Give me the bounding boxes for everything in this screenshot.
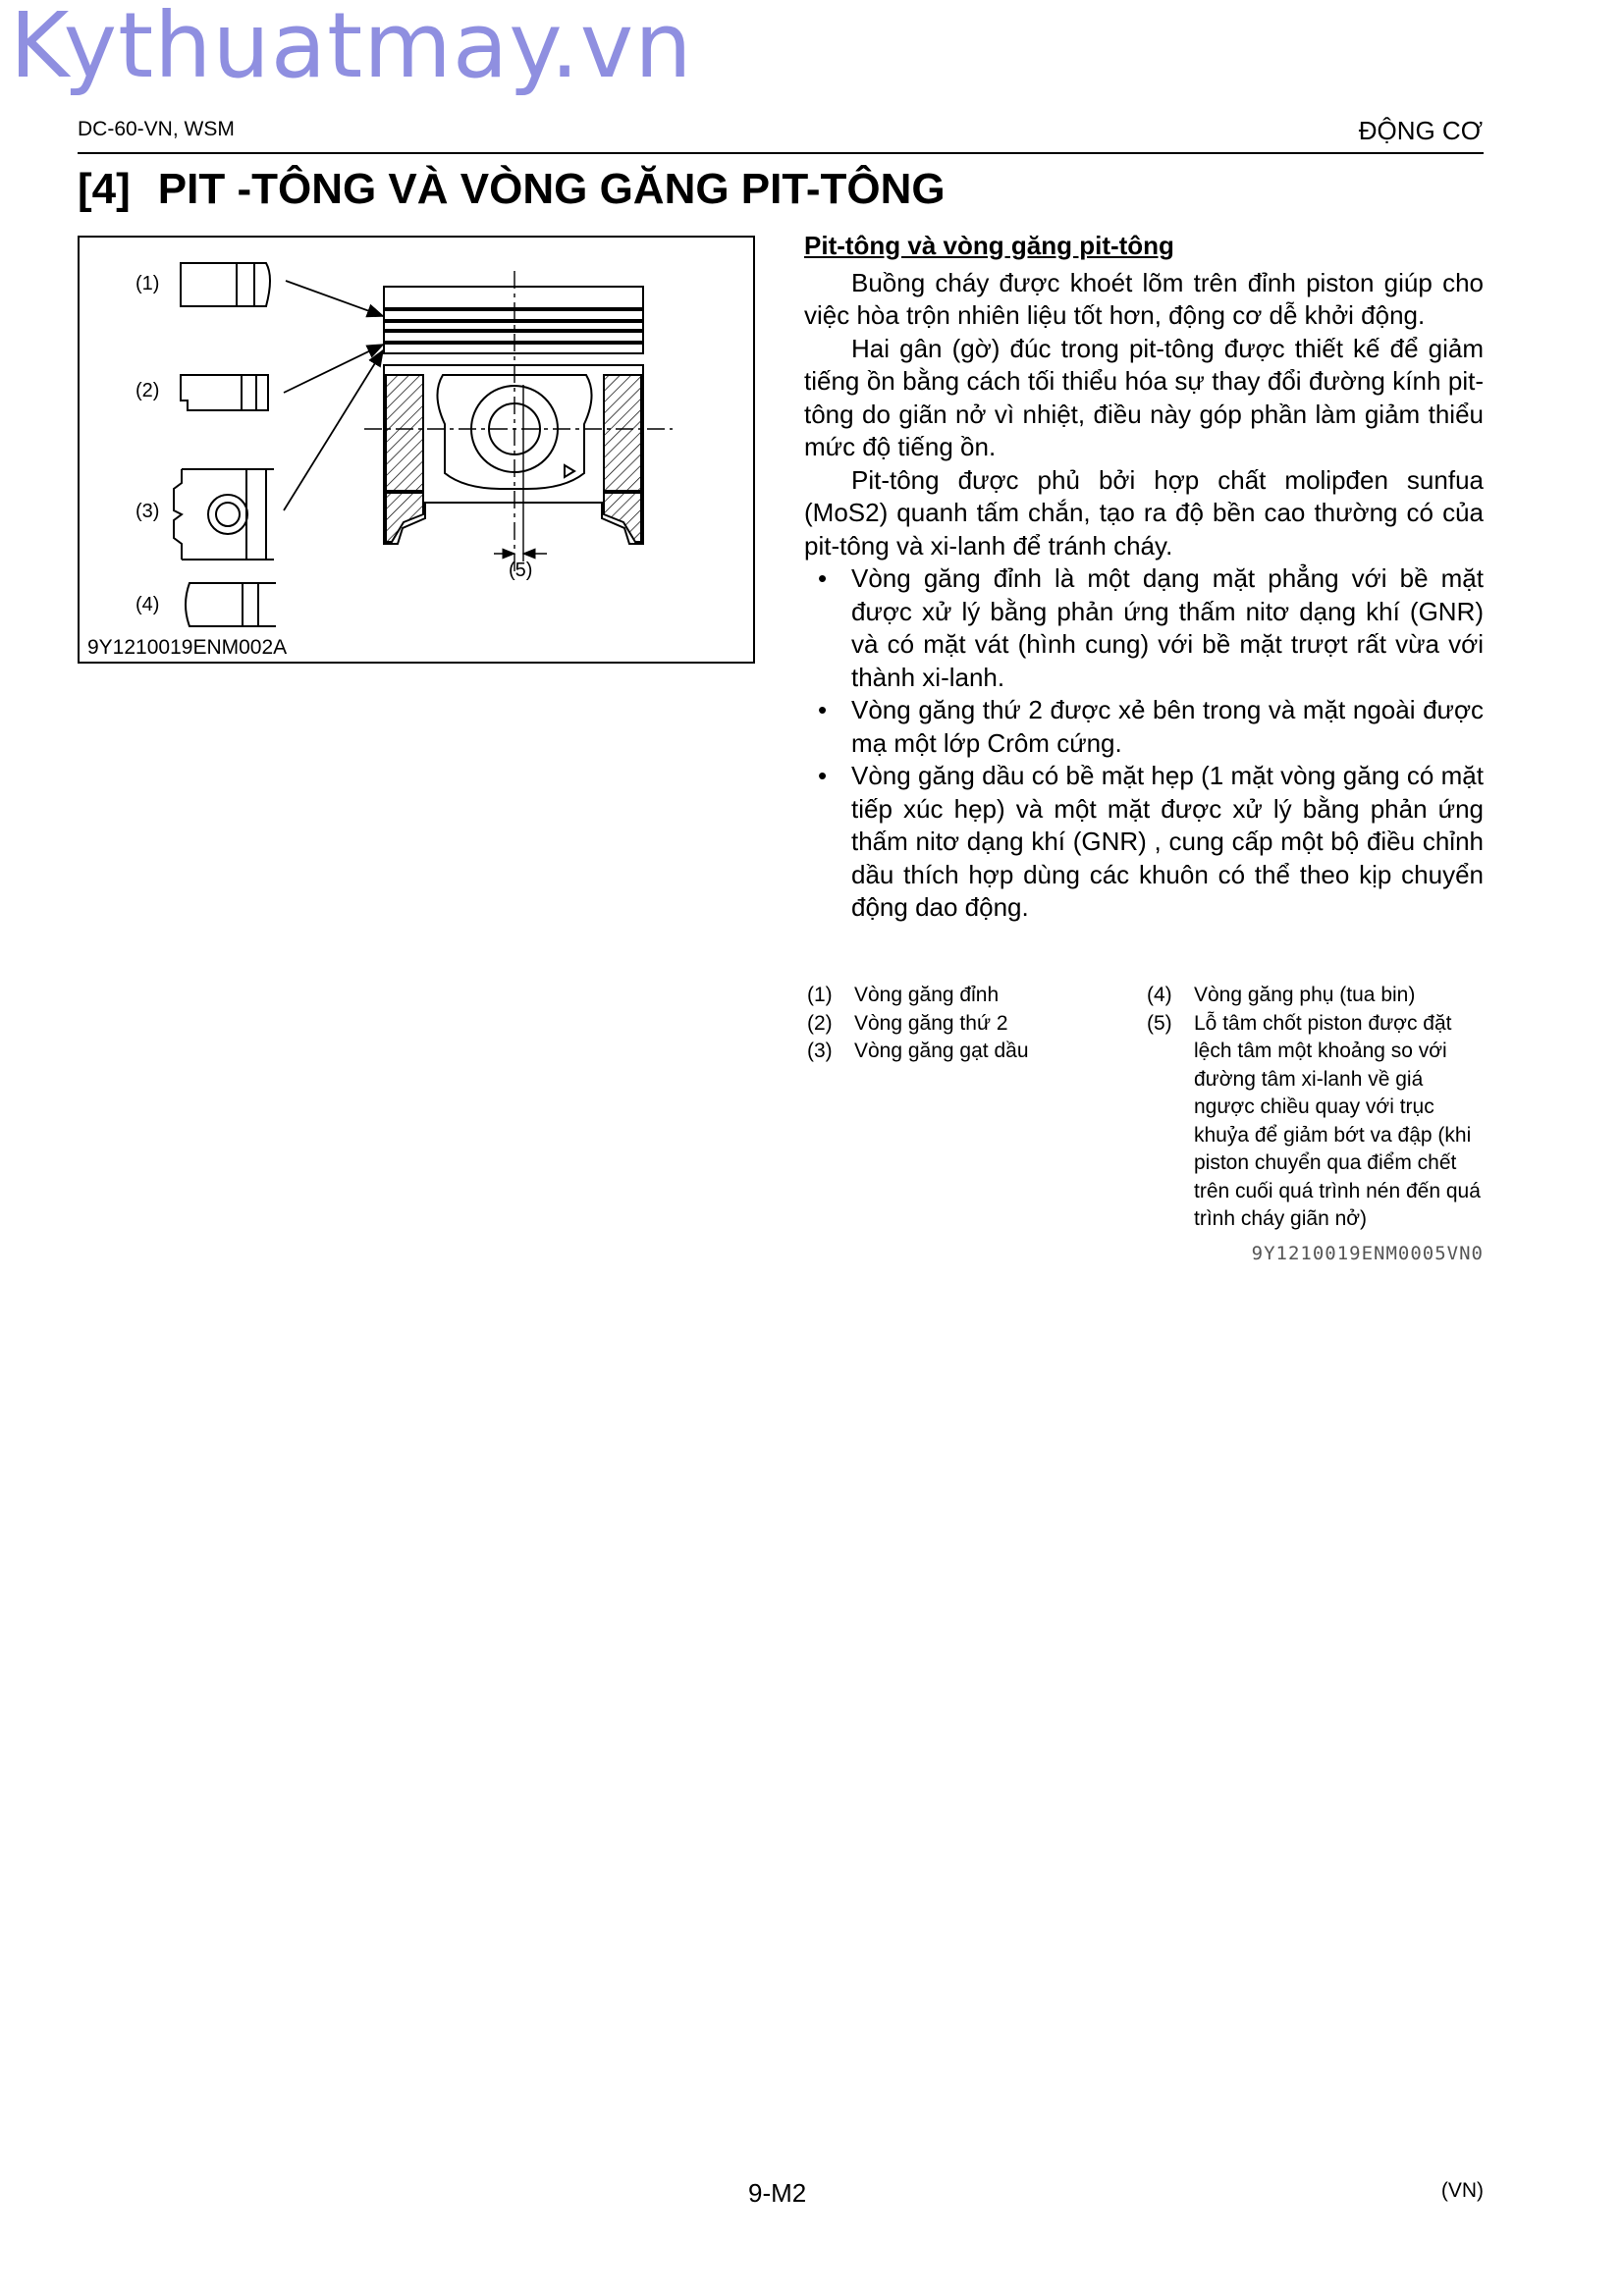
section-title-text: PIT -TÔNG VÀ VÒNG GĂNG PIT-TÔNG: [157, 165, 946, 213]
legend-number: (4): [1147, 984, 1172, 1006]
piston-figure: [78, 236, 755, 664]
bullet-item: • Vòng găng dầu có bề mặt hẹp (1 mặt vòng găng có mặt tiếp xúc hẹp) và một mặt được xử lý bằng phản ứng thấm nitơ dạng khí (GNR) , cung cấp một bộ điều chỉnh dầu thích hợp dùng các khuôn có thể theo kịp chuyển động dao động.: [804, 760, 1484, 925]
second-ring-profile: [181, 375, 268, 410]
paragraph: Pit-tông được phủ bởi hợp chất molipđen sunfua (MoS2) quanh tấm chắn, tạo ra độ bền cao thường có của pit-tông và xi-lanh để tránh cháy.: [804, 464, 1484, 561]
ring-bullet-list: [804, 562, 1484, 925]
figure-code: 9Y1210019ENM002A: [87, 636, 288, 659]
leader-lines: [284, 281, 383, 510]
callout-5: (5): [509, 560, 533, 581]
callout-1: (1): [135, 273, 160, 294]
header-rule: [78, 152, 1484, 154]
paragraph: Hai gân (gờ) đúc trong pit-tông được thiết kế để giảm tiếng ồn bằng cách tối thiểu hóa sự thay đổi đường kính pit-tông do giãn nở vì nhiệt, điều này góp phần làm giảm thiểu mức độ tiếng ồn.: [804, 333, 1484, 461]
paragraph: Buồng cháy được khoét lõm trên đỉnh piston giúp cho việc hòa trộn nhiên liệu tốt hơn, động cơ dễ khởi động.: [804, 267, 1484, 330]
legend-number: (2): [807, 1011, 833, 1035]
section-title: [78, 165, 946, 214]
page-number: 9-M2: [748, 2178, 807, 2208]
piston-diagram: [80, 238, 753, 662]
legend-item: [1147, 982, 1485, 1010]
legend-text: Lỗ tâm chốt piston được đặt lệch tâm một khoảng so với đường tâm xi-lanh về giá ngược chiều quay với trục khuỷa để giảm bớt va đập (khi piston chuyển qua điểm chết trên cuối quá trình nén đến quá trình cháy giãn nở): [1194, 1011, 1481, 1230]
oil-ring-profile: [174, 469, 274, 560]
legend-text: Vòng găng phụ (tua bin): [1194, 984, 1416, 1006]
legend-number: (5): [1147, 1011, 1172, 1035]
header-chapter: ĐỘNG CƠ: [1358, 116, 1483, 145]
document-code: 9Y1210019ENM0005VN0: [1251, 1243, 1484, 1264]
bullet-item: • Vòng găng thứ 2 được xẻ bên trong và mặt ngoài được mạ một lớp Crôm cứng.: [804, 694, 1484, 760]
legend-number: (1): [807, 984, 833, 1006]
legend-item: [807, 1038, 1131, 1066]
piston-section: [384, 287, 643, 544]
legend-item: [807, 982, 1131, 1010]
legend-item: [807, 1010, 1131, 1039]
subsection-title: Pit-tông và vòng găng pit-tông: [804, 231, 1174, 260]
language-tag: (VN): [1440, 2179, 1484, 2202]
description-column: [804, 230, 1484, 925]
legend-column-left: [807, 982, 1131, 1066]
legend-text: Vòng găng gạt dầu: [854, 1040, 1029, 1062]
legend-number: (3): [807, 1040, 833, 1062]
header-doc-id: DC-60-VN, WSM: [78, 118, 235, 140]
legend-item: [1147, 1010, 1485, 1234]
section-number: [4]: [78, 165, 131, 213]
callout-4: (4): [135, 594, 160, 615]
legend-column-right: [1147, 982, 1485, 1234]
callout-2: (2): [135, 380, 160, 401]
top-ring-profile: [181, 263, 270, 306]
callout-3: (3): [135, 501, 160, 522]
watermark: Kythuatmay.vn: [10, 0, 693, 98]
bullet-item: • Vòng găng đỉnh là một dạng mặt phẳng với bề mặt được xử lý bằng phản ứng thấm nitơ dạng khí (GNR) và có mặt vát (hình cung) với bề mặt trượt rất vừa với thành xi-lanh.: [804, 562, 1484, 694]
expander-ring-profile: [186, 583, 276, 626]
legend-text: Vòng găng thứ 2: [854, 1011, 1008, 1035]
legend-text: Vòng găng đỉnh: [854, 984, 1000, 1006]
